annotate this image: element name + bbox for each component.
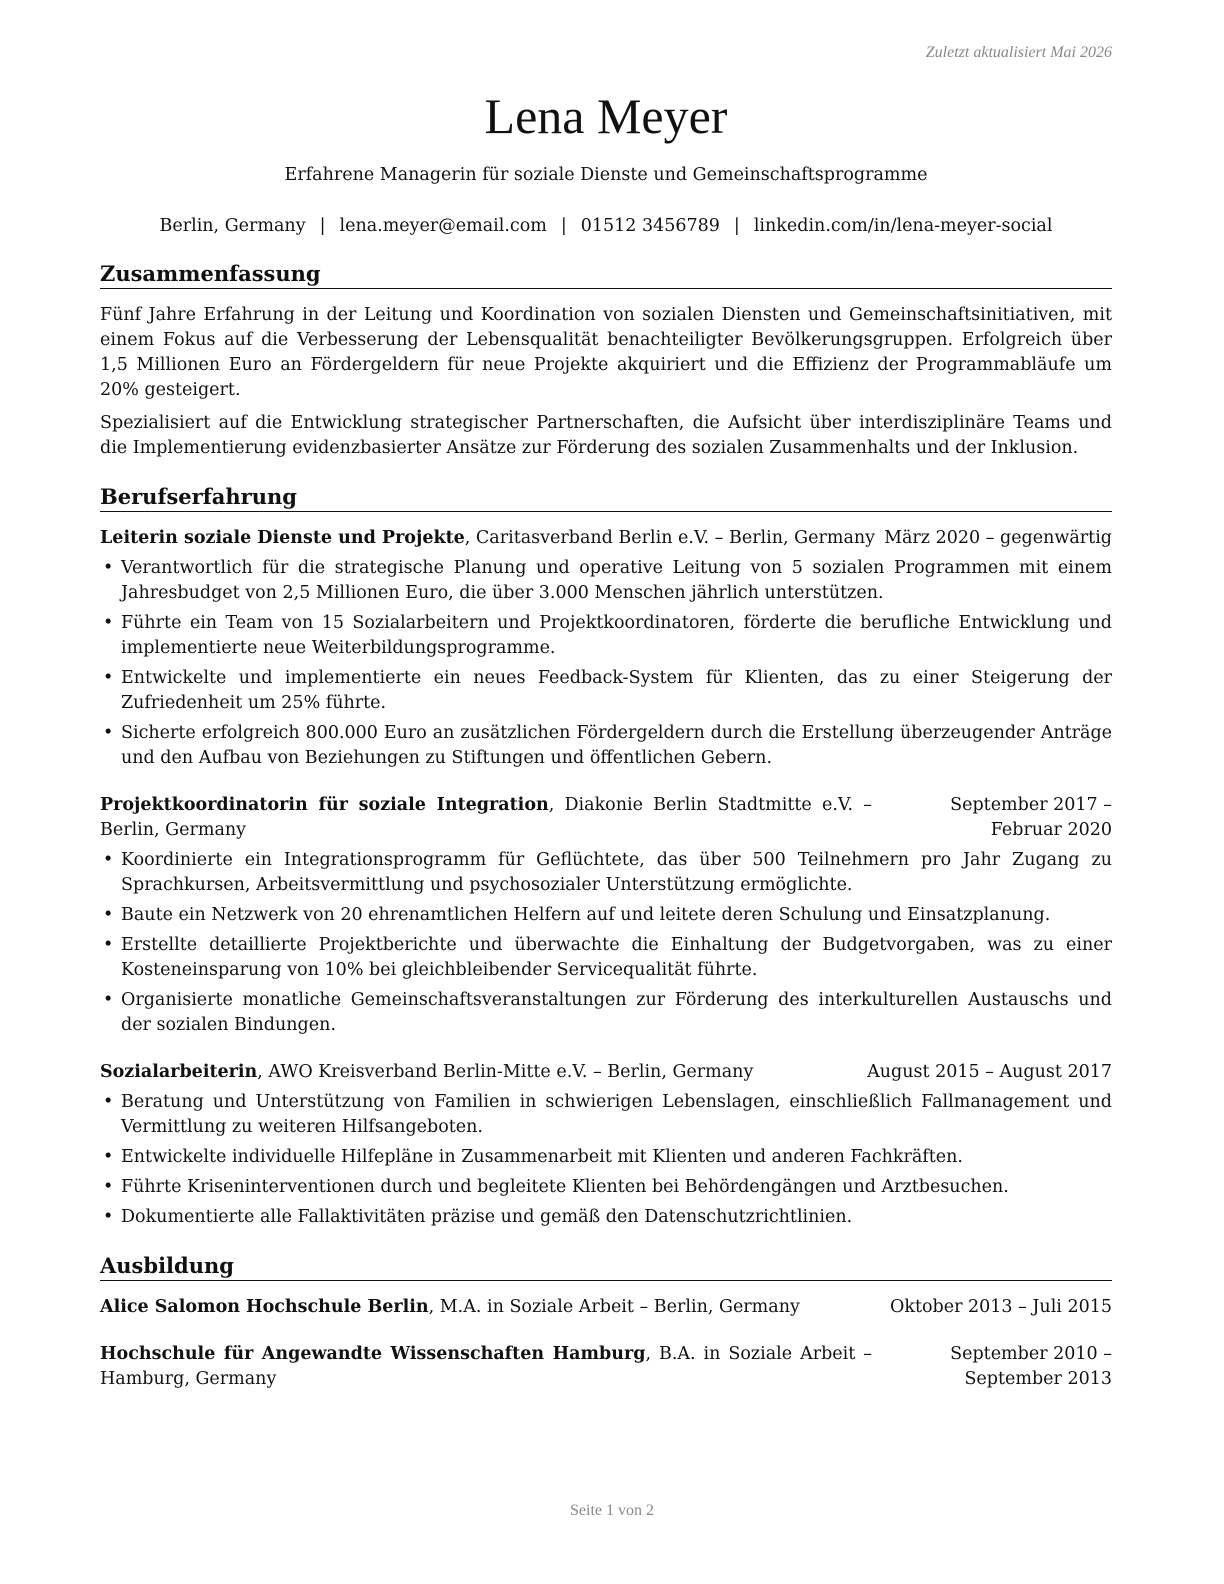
summary-paragraph: Fünf Jahre Erfahrung in der Leitung und Koordination von sozialen Diensten und Gemeinschaftsinitiativen, mit einem Fokus auf die Verbesserung der Lebensqualität benachteiligter Bevölkerungsgruppen. Erfolgreich über 1,5 Millionen Euro an Fördergeldern für neue Projekte akquiriert und die Effizienz der Programmabläufe um 20% gesteigert. — [100, 305, 1112, 400]
degree: , M.A. in Soziale Arbeit – Berlin, Germany — [428, 1297, 800, 1317]
tagline: Erfahrene Managerin für soziale Dienste und Gemeinschaftsprogramme — [284, 165, 928, 185]
contact-email: lena.meyer@email.com — [339, 216, 547, 236]
experience-header — [100, 1060, 1112, 1085]
education-header — [100, 1342, 1112, 1392]
job-dates: August 2015 – August 2017 — [867, 1062, 1112, 1082]
section-heading-education: Ausbildung — [100, 1252, 1112, 1281]
experience-header — [100, 526, 1112, 551]
job-bullets — [100, 1090, 1112, 1230]
school-name: Hochschule für Angewandte Wissenschaften Hamburg — [100, 1344, 646, 1364]
job-title: Projektkoordinatorin für soziale Integration — [100, 795, 549, 815]
list-item: • Führte ein Team von 15 Sozialarbeitern und Projektkoordinatoren, förderte die berufliche Entwicklung und implementierte neue Weiterbildungsprogramme. — [100, 611, 1112, 661]
job-title: Leiterin soziale Dienste und Projekte — [100, 528, 465, 548]
experience-entry — [100, 526, 1112, 771]
section-heading-summary: Zusammenfassung — [100, 260, 1112, 289]
summary-paragraph: Spezialisiert auf die Entwicklung strategischer Partnerschaften, die Aufsicht über interdisziplinäre Teams und die Implementierung evidenzbasierter Ansätze zur Förderung des sozialen Zusammenhalts und der Inklusion. — [100, 413, 1112, 458]
section-heading-experience: Berufserfahrung — [100, 483, 1112, 512]
list-item: • Führte Kriseninterventionen durch und begleitete Klienten bei Behördengängen und Arztbesuchen. — [100, 1175, 1112, 1200]
education-dates: Oktober 2013 – Juli 2015 — [890, 1297, 1112, 1317]
last-updated: Zuletzt aktualisiert Mai 2026 — [925, 44, 1112, 61]
list-item: • Baute ein Netzwerk von 20 ehrenamtlichen Helfern auf und leitete deren Schulung und Einsatzplanung. — [100, 903, 1112, 928]
education-entry — [100, 1342, 1112, 1392]
job-dates: März 2020 – gegenwärtig — [884, 528, 1112, 548]
list-item: • Entwickelte individuelle Hilfepläne in Zusammenarbeit mit Klienten und anderen Fachkräften. — [100, 1145, 1112, 1170]
list-item: • Beratung und Unterstützung von Familien in schwierigen Lebenslagen, einschließlich Fallmanagement und Vermittlung zu weiteren Hilfsangeboten. — [100, 1090, 1112, 1140]
contact-linkedin: linkedin.com/in/lena-meyer-social — [753, 216, 1053, 236]
experience-entry — [100, 793, 1112, 1038]
job-title: Sozialarbeiterin — [100, 1062, 258, 1082]
resume-page — [100, 0, 1112, 1392]
list-item: • Entwickelte und implementierte ein neues Feedback-System für Klienten, das zu einer Steigerung der Zufriedenheit um 25% führte. — [100, 666, 1112, 716]
job-organization: , AWO Kreisverband Berlin-Mitte e.V. – Berlin, Germany — [257, 1062, 754, 1082]
contact-phone: 01512 3456789 — [580, 216, 720, 236]
job-bullets — [100, 848, 1112, 1038]
page-number: Seite 1 von 2 — [570, 1502, 654, 1519]
contact-separator: | — [733, 216, 740, 236]
list-item: • Organisierte monatliche Gemeinschaftsveranstaltungen zur Förderung des interkulturellen Austauschs und der sozialen Bindungen. — [100, 988, 1112, 1038]
list-item: • Dokumentierte alle Fallaktivitäten präzise und gemäß den Datenschutzrichtlinien. — [100, 1205, 1112, 1230]
education-header — [100, 1295, 1112, 1320]
degree: , B.A. in Soziale Arbeit – Hamburg, Germany — [100, 1344, 872, 1389]
list-item: • Sicherte erfolgreich 800.000 Euro an zusätzlichen Fördergeldern durch die Erstellung überzeugender Anträge und den Aufbau von Beziehungen zu Stiftungen und öffentlichen Gebern. — [100, 721, 1112, 771]
contact-separator: | — [319, 216, 326, 236]
contact-line — [100, 214, 1112, 238]
job-bullets — [100, 556, 1112, 771]
candidate-name: Lena Meyer — [484, 88, 728, 144]
education-dates: September 2010 – September 2013 — [950, 1344, 1112, 1389]
experience-header — [100, 793, 1112, 843]
job-organization: , Diakonie Berlin Stadtmitte e.V. – Berlin, Germany — [100, 795, 872, 840]
school-name: Alice Salomon Hochschule Berlin — [100, 1297, 429, 1317]
experience-entry — [100, 1060, 1112, 1230]
job-dates: September 2017 – Februar 2020 — [950, 795, 1112, 840]
list-item: • Erstellte detaillierte Projektberichte und überwachte die Einhaltung der Budgetvorgaben, was zu einer Kosteneinsparung von 10% bei gleichbleibender Servicequalität führte. — [100, 933, 1112, 983]
list-item: • Verantwortlich für die strategische Planung und operative Leitung von 5 sozialen Programmen mit einem Jahresbudget von 2,5 Millionen Euro, die über 3.000 Menschen jährlich unterstützen. — [100, 556, 1112, 606]
list-item: • Koordinierte ein Integrationsprogramm für Geflüchtete, das über 500 Teilnehmern pro Jahr Zugang zu Sprachkursen, Arbeitsvermittlung und psychosozialer Unterstützung ermöglichte. — [100, 848, 1112, 898]
contact-separator: | — [560, 216, 567, 236]
contact-location: Berlin, Germany — [159, 216, 306, 236]
education-entry — [100, 1295, 1112, 1320]
job-organization: , Caritasverband Berlin e.V. – Berlin, Germany — [464, 528, 876, 548]
